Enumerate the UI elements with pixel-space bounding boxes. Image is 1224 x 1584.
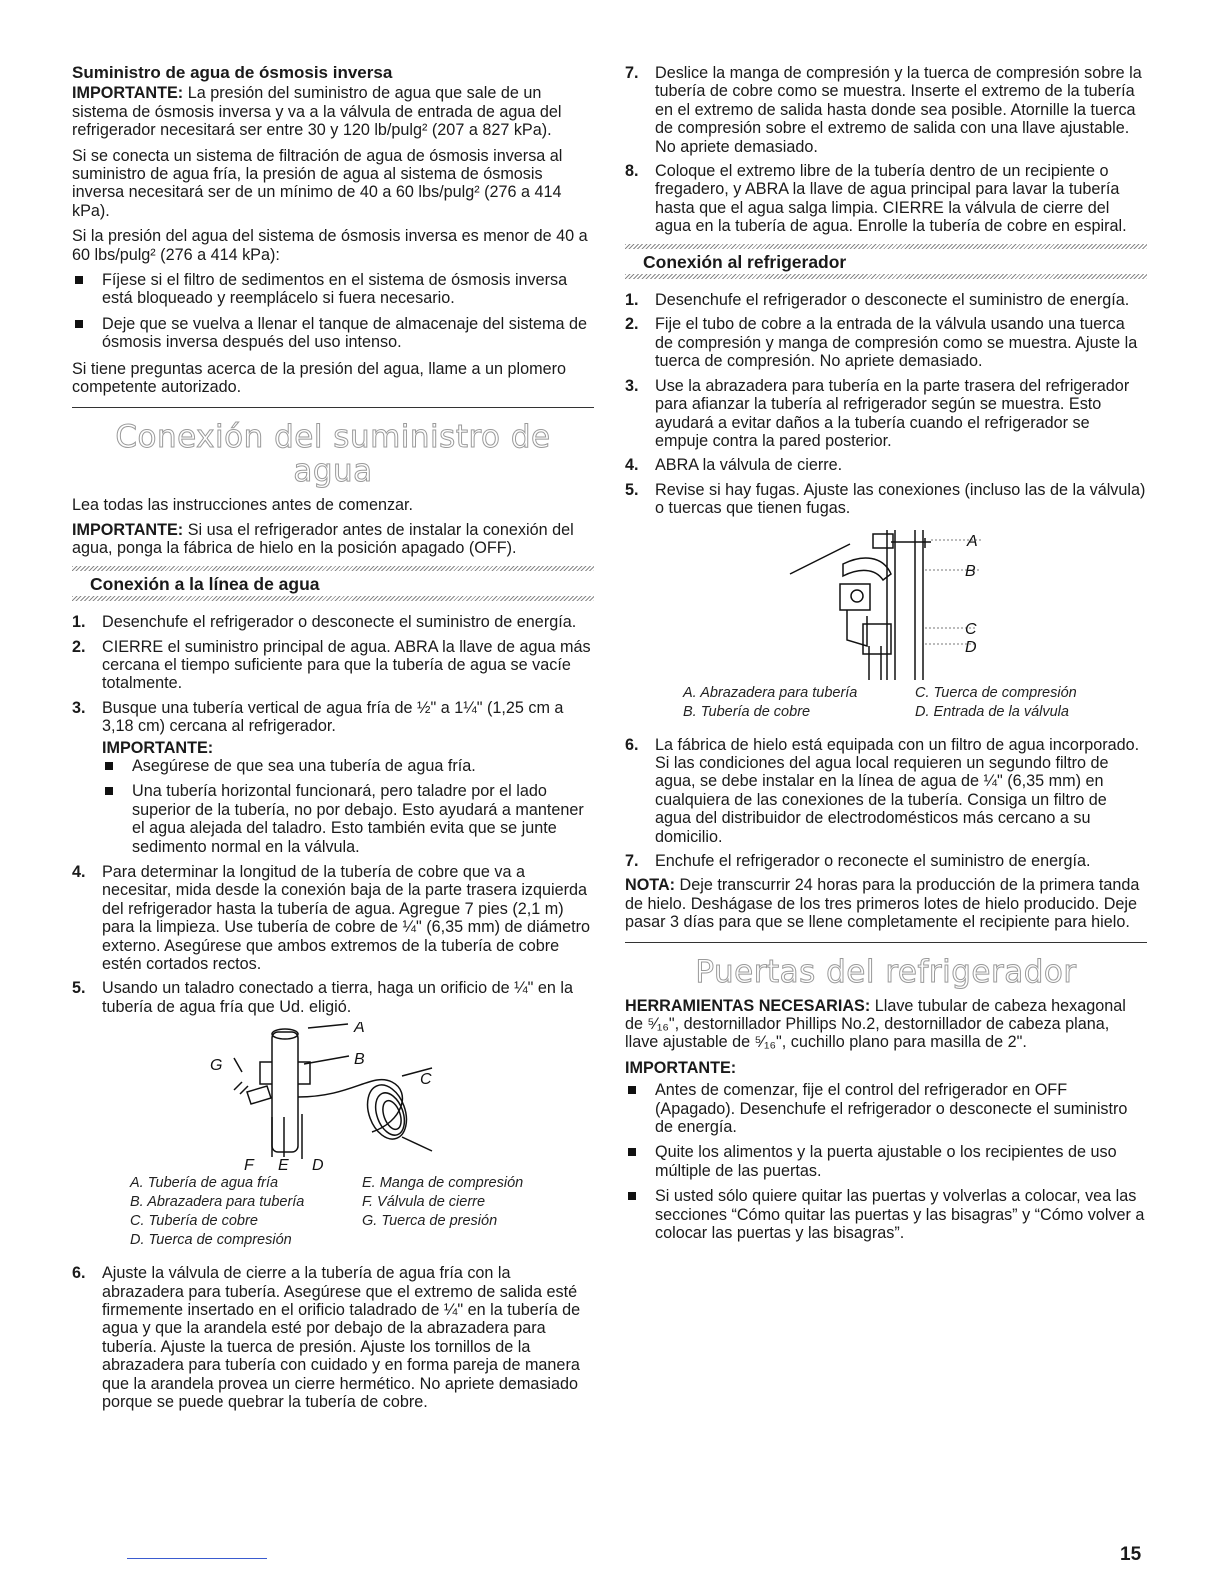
ro-paragraph-3: Si la presión del agua del sistema de ósmosis inversa es menor de 40 a 60 lbs/pulg² (276 a 414 kPa): [72, 227, 588, 264]
ro-paragraph-4: Si tiene preguntas acerca de la presión del agua, llame a un plomero competente autorizado. [72, 359, 567, 397]
list-item: Deje que se vuelva a llenar el tanque de almacenaje del sistema de ósmosis inversa después del uso intenso. [72, 315, 594, 352]
list-item: Quite los alimentos y la puerta ajustable o los recipientes de uso múltiple de las puertas. [625, 1143, 1147, 1180]
link-underline [127, 1558, 267, 1559]
left-column [72, 64, 594, 1418]
ro-title: Suministro de agua de ósmosis inversa [72, 63, 393, 82]
valve-inlet-figure [625, 524, 1147, 682]
doors-important: IMPORTANTE: [625, 1058, 737, 1077]
fig-label-f: F [244, 1157, 254, 1173]
step-3: 3. Use la abrazadera para tubería en la parte trasera del refrigerador para afianzar la tubería al refrigerador según se muestra. Esto ayudará a evitar daños a la tubería cuando el refrigerador se empuje contra la pared posterior. [625, 376, 1130, 450]
shutoff-valve-figure [72, 1022, 594, 1172]
step-5: 5. Revise si hay fugas. Ajuste las conexiones (incluso las de la válvula) o tuercas que tienen fugas. [625, 480, 1146, 518]
fig-label-g: G [210, 1057, 223, 1075]
step-4: 4. ABRA la válvula de cierre. [625, 456, 843, 475]
step-7: 7. Deslice la manga de compresión y la tuerca de compresión sobre la tubería de cobre como se muestra. Inserte el extremo de la tubería en el extremo de salida hasta donde sea posible. Atornille la tuerca de compresión sobre el extremo de salida con una llave ajustable. No apriete demasiado. [625, 64, 1142, 156]
fig-label-b: B [354, 1051, 365, 1069]
section-title-doors: Puertas del refrigerador [695, 953, 1077, 990]
fig-label-c: C [420, 1071, 432, 1089]
steps-refrigerator [625, 291, 1147, 517]
shutoff-valve-illustration [72, 1022, 594, 1172]
tools-needed: HERRAMIENTAS NECESARIAS: Llave tubular de cabeza hexagonal de ⁵⁄₁₆", destornillador Phillips No.2, destornillador de cabeza plana, llave ajustable de ⁵⁄₁₆", cuchillo plano para masilla de 2". [625, 996, 1126, 1052]
fig-label-a: A [967, 532, 978, 550]
page-number: 15 [1120, 1544, 1142, 1565]
step-2: 2. Fije el tubo de cobre a la entrada de la válvula usando una tuerca de compresión y manga de compresión como se muestra. Ajuste la tuerca de compresión. No apriete demasiado. [625, 315, 1138, 371]
right-column [625, 64, 1147, 1250]
doors-bullets [625, 1081, 1147, 1242]
fig-label-b: B [965, 562, 976, 580]
step-3-important: IMPORTANTE: Asegúrese de que sea una tubería de agua fría. Una tubería horizontal funcionará, pero taladre por el lado superior de la tubería, no por debajo. Esto ayudará a mantener el agua alejada del taladro. Esto también evita que se junte sedimento normal en la válvula. [102, 739, 594, 856]
step-7: 7. Enchufe el refrigerador o reconecte el suministro de energía. [625, 851, 1091, 870]
ro-paragraph-1: IMPORTANTE: La presión del suministro de agua que sale de un sistema de ósmosis inversa y va a la válvula de entrada de agua del refrigerador necesitará ser entre 30 y 120 lb/pulg² (207 a 827 kPa). [72, 84, 562, 140]
fig-label-d: D [965, 638, 977, 656]
step-2: 2. CIERRE el suministro principal de agua. ABRA la llave de agua más cercana el tiempo suficiente para que la tubería de agua se vacíe totalmente. [72, 637, 591, 693]
fig-label-e: E [278, 1157, 289, 1173]
steps-water-line [72, 613, 594, 1016]
ro-bullet-list [72, 271, 594, 352]
list-item: Si usted sólo quiere quitar las puertas y volverlas a colocar, vea las secciones “Cómo quitar las puertas y las bisagras” y “Cómo volver a colocar las puertas y las bisagras”. [625, 1187, 1147, 1242]
steps-water-line-end [625, 64, 1147, 236]
list-item: Fíjese si el filtro de sedimentos en el sistema de ósmosis inversa está bloqueado y reemplácelo si fuera necesario. [72, 271, 594, 308]
fig-label-c: C [965, 620, 977, 638]
subsection-title-water-line: Conexión a la línea de agua [90, 573, 320, 594]
step-5: 5. Usando un taladro conectado a tierra, haga un orificio de ¼" en la tubería de agua fría que Ud. eligió. [72, 979, 573, 1016]
intro-text: Lea todas las instrucciones antes de comenzar. [72, 495, 414, 514]
steps-refrigerator-cont [625, 736, 1147, 871]
step-3-bullets [102, 757, 594, 856]
step-3: 3. Busque una tubería vertical de agua fría de ½" a 1¼" (1,25 cm a 3,18 cm) cercana al refrigerador. IMPORTANTE: Asegúrese de que sea una tubería de agua fría. Una tubería horizontal funcionará, pero taladre por el lado superior de la tubería, no por debajo. Esto ayudará a mantener el agua alejada del taladro. Esto también evita que se junte sedimento normal en la válvula. [72, 699, 594, 856]
figure-caption: A. Abrazadera para tubería C. Tuerca de compresión B. Tubería de cobre D. Entrada de la válvula [683, 684, 1077, 720]
note: NOTA: Deje transcurrir 24 horas para la producción de la primera tanda de hielo. Deshágase de los tres primeros lotes de hielo producido. Deje pasar 3 días para que se llene completamente el recipiente para hielo. [625, 876, 1140, 932]
list-item: Antes de comenzar, fije el control del refrigerador en OFF (Apagado). Desenchufe el refrigerador o desconecte el suministro de energía. [625, 1081, 1147, 1136]
hatch-divider [72, 596, 594, 601]
ro-paragraph-2: Si se conecta un sistema de filtración de agua de ósmosis inversa al suministro de agua fría, la presión de agua al sistema de ósmosis inversa necesitará ser de un mínimo de 40 a 60 lbs/pulg² (276 a 414 kPa). [72, 146, 563, 220]
fig-label-d: D [312, 1157, 324, 1173]
divider [72, 407, 594, 408]
steps-water-line-cont [72, 1264, 594, 1411]
step-1: 1. Desenchufe el refrigerador o desconecte el suministro de energía. [625, 291, 1130, 310]
fig-label-a: A [354, 1022, 365, 1037]
divider [625, 942, 1147, 943]
step-6: 6. Ajuste la válvula de cierre a la tubería de agua fría con la abrazadera para tubería. Asegúrese que el extremo de salida esté firmemente insertado en el orificio taladrado de ¼" en la tubería de agua y que la arandela esté por debajo de la abrazadera para tubería. Ajuste la tuerca de presión. Ajuste los tornillos de la abrazadera para tubería con cuidado y en forma pareja de manera que la arandela provea un cierre hermético. No apriete demasiado porque se puede quebrar la tubería de cobre. [72, 1264, 581, 1412]
step-6: 6. La fábrica de hielo está equipada con un filtro de agua incorporado. Si las condiciones del agua local requieren un segundo filtro de agua, se debe instalar en la línea de agua de ¼" (6,35 mm) en cualquiera de las conexiones de la tubería. Consiga un filtro de agua del distribuidor de electrodomésticos más cercano a su domicilio. [625, 735, 1140, 846]
section-title-water-connection: Conexión del suministro de agua [115, 418, 551, 489]
valve-inlet-illustration [625, 524, 1147, 682]
step-8: 8. Coloque el extremo libre de la tubería dentro de un recipiente o fregadero, y ABRA la llave de agua principal para lavar la tubería hasta que el agua salga limpia. CIERRE la válvula de cierre del agua en la tubería de agua. Enrolle la tubería de cobre en espiral. [625, 162, 1127, 236]
step-1: 1. Desenchufe el refrigerador o desconecte el suministro de energía. [72, 613, 577, 632]
important-note: IMPORTANTE: Si usa el refrigerador antes de instalar la conexión del agua, ponga la fábrica de hielo en la posición apagado (OFF). [72, 520, 574, 558]
step-4: 4. Para determinar la longitud de la tubería de cobre que va a necesitar, mida desde la conexión baja de la parte trasera izquierda del refrigerador hasta la tubería de agua. Agregue 7 pies (2,1 m) para la limpieza. Use tubería de cobre de ¼" (6,35 mm) de diámetro externo. Asegúrese que ambos extremos de la tubería de cobre estén cortados rectos. [72, 863, 591, 974]
figure-caption: A. Tubería de agua fría E. Manga de compresión B. Abrazadera para tubería F. Válvula de cierre C. Tubería de cobre G. Tuerca de presión D. Tuerca de compresión [130, 1175, 524, 1249]
hatch-divider [72, 566, 594, 571]
hatch-divider [625, 274, 1147, 279]
hatch-divider [625, 244, 1147, 249]
subsection-title-refrigerator: Conexión al refrigerador [643, 251, 847, 272]
list-item: Asegúrese de que sea una tubería de agua fría. [102, 757, 594, 775]
list-item: Una tubería horizontal funcionará, pero taladre por el lado superior de la tubería, no por debajo. Esto ayudará a mantener el agua alejada del taladro. Esto también evita que se junte sedimento normal en la válvula. [102, 782, 594, 856]
